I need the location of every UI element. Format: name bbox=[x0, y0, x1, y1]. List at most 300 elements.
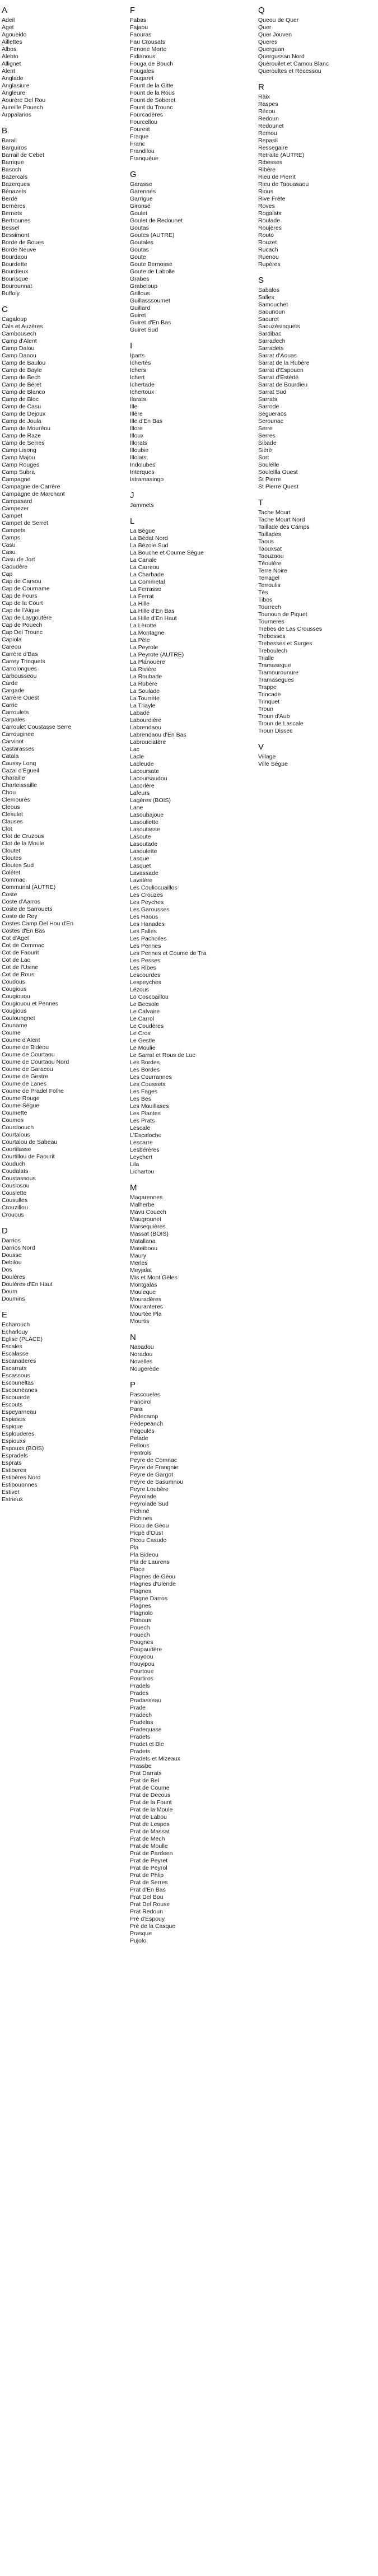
place-name: Taouxsat bbox=[258, 546, 282, 552]
place-name: Lasoute bbox=[130, 833, 151, 840]
place-name: Pichiné bbox=[130, 1508, 150, 1515]
place-name: Estrieux bbox=[2, 1496, 23, 1503]
place-name: Escalasse bbox=[2, 1350, 29, 1357]
place-name: Ribesses bbox=[258, 159, 283, 166]
place-name: Coume de Courtaou bbox=[2, 1051, 55, 1058]
place-name: La Soulade bbox=[130, 688, 160, 695]
place-name: Couname bbox=[2, 1022, 27, 1029]
place-name: Camp Lisong bbox=[2, 447, 36, 454]
place-name-list bbox=[258, 94, 373, 268]
place-name: Istramasingo bbox=[130, 476, 164, 483]
place-name: Pla de Laurens bbox=[130, 1559, 170, 1566]
place-name: Les Hanades bbox=[130, 921, 165, 928]
place-name: Tibos bbox=[258, 597, 273, 603]
place-name: Retraite (AUTRE) bbox=[258, 152, 305, 159]
place-name: Illore bbox=[130, 425, 143, 432]
place-name: Lagères (BOIS) bbox=[130, 797, 171, 804]
place-name: Les Pesses bbox=[130, 957, 161, 964]
place-name: Sarrat d'Aouas bbox=[258, 352, 297, 359]
place-name: Guiret Sud bbox=[130, 327, 158, 333]
place-name-list bbox=[130, 1344, 245, 1373]
place-name: Franc bbox=[130, 141, 145, 147]
place-name: Jammets bbox=[130, 502, 154, 509]
place-name: Lane bbox=[130, 804, 143, 811]
place-name: Agoueido bbox=[2, 31, 27, 38]
place-name: Plagne Darros bbox=[130, 1595, 168, 1602]
place-name: Cargade bbox=[2, 687, 25, 694]
place-name: Ressegaire bbox=[258, 145, 288, 151]
place-name: Queou de Quer bbox=[258, 17, 299, 24]
letter-heading: A bbox=[2, 6, 8, 15]
place-name: Carrouginee bbox=[2, 731, 34, 738]
place-name: Prat de Massat bbox=[130, 1828, 170, 1835]
place-name: Illorats bbox=[130, 440, 147, 446]
place-name: Aget bbox=[2, 24, 14, 31]
place-name: Echarlouy bbox=[2, 1329, 28, 1335]
place-name: Lavalère bbox=[130, 877, 153, 884]
place-name: Peyre de Gargot bbox=[130, 1471, 174, 1478]
place-name: Le Gestle bbox=[130, 1037, 155, 1044]
place-name: Guiret d'En Bas bbox=[130, 319, 171, 326]
letter-heading: J bbox=[130, 491, 134, 500]
place-name: Bazercals bbox=[2, 174, 28, 180]
place-name: Plagnes d'Ulende bbox=[130, 1581, 176, 1587]
place-name: La Carreou bbox=[130, 564, 160, 571]
place-name: Goulet bbox=[130, 210, 147, 217]
place-name: Prasque bbox=[130, 1930, 152, 1937]
place-name: Faouras bbox=[130, 31, 152, 38]
place-name: Pascoueles bbox=[130, 1391, 161, 1398]
place-name: Castarasses bbox=[2, 746, 35, 752]
place-name: Quèrouilet et Camou Blanc bbox=[258, 60, 329, 67]
place-name: Plagnes bbox=[130, 1603, 151, 1609]
place-name: Sarrat d'Espouen bbox=[258, 367, 304, 374]
place-name: Rucach bbox=[258, 246, 278, 253]
place-name: Careou bbox=[2, 644, 21, 650]
place-name: Raix bbox=[258, 94, 270, 100]
place-name: Cambousech bbox=[2, 330, 36, 337]
place-name: Prat de Serres bbox=[130, 1879, 168, 1886]
place-name: Bénazets bbox=[2, 188, 26, 195]
place-name: Ichertade bbox=[130, 381, 155, 388]
index-column-3 bbox=[258, 6, 373, 768]
place-name: Sarrat d'Estèdé bbox=[258, 374, 299, 381]
place-name: Camps bbox=[2, 534, 21, 541]
letter-section bbox=[2, 127, 116, 297]
place-name: La Roubade bbox=[130, 673, 162, 680]
place-name: Lacoursate bbox=[130, 768, 159, 775]
place-name: Lasoubajoue bbox=[130, 812, 164, 818]
place-name: Pradelas bbox=[130, 1719, 153, 1726]
letter-heading: C bbox=[2, 305, 8, 314]
place-name: Cals et Auzères bbox=[2, 323, 43, 330]
place-name: Panoirol bbox=[130, 1399, 152, 1405]
place-name: La Hille bbox=[130, 600, 150, 607]
place-name: Camp Subra bbox=[2, 469, 35, 476]
place-name: Mourtèe Pla bbox=[130, 1311, 162, 1317]
place-name: Routo bbox=[258, 232, 274, 239]
place-name-list bbox=[2, 17, 116, 119]
place-name: Tounoun de Piquet bbox=[258, 611, 307, 618]
place-name: Cap de Pouech bbox=[2, 622, 43, 628]
place-name: Albos bbox=[2, 46, 17, 53]
place-name: Cougiouou et Pennes bbox=[2, 1000, 58, 1007]
place-name: Couslosou bbox=[2, 1182, 30, 1189]
place-name: Para bbox=[130, 1406, 143, 1413]
place-name: Magarennes bbox=[130, 1194, 163, 1201]
place-name-list bbox=[2, 1237, 116, 1303]
place-name: Merles bbox=[130, 1260, 148, 1266]
place-name: Carvinot bbox=[2, 738, 24, 745]
place-name: Grabes bbox=[130, 276, 150, 282]
place-name: Lacorlère bbox=[130, 782, 155, 789]
place-name: Cot de l'Usine bbox=[2, 964, 39, 971]
place-name: Fougales bbox=[130, 68, 155, 74]
place-name: Roujères bbox=[258, 225, 282, 231]
place-name: Indolubes bbox=[130, 462, 156, 468]
place-name: Cap bbox=[2, 571, 13, 577]
place-name: Pradech bbox=[130, 1712, 152, 1718]
place-name: Fourcellou bbox=[130, 119, 158, 125]
place-name: La Pèle bbox=[130, 637, 150, 644]
place-name: Casu bbox=[2, 549, 16, 556]
place-name: Picpè d'Oust bbox=[130, 1530, 164, 1536]
index-column-1 bbox=[2, 6, 116, 1503]
place-name: Rious bbox=[258, 188, 273, 195]
place-name: Taous bbox=[258, 538, 274, 545]
place-name: Courdoouch bbox=[2, 1124, 34, 1131]
letter-section bbox=[258, 83, 373, 268]
place-name: Cougious bbox=[2, 986, 27, 993]
place-name: Leychert bbox=[130, 1154, 153, 1161]
place-name: Charteissaille bbox=[2, 782, 38, 789]
place-name: Lacleude bbox=[130, 761, 154, 767]
place-name: Cap de Laygoutère bbox=[2, 614, 52, 621]
place-name: Carpales bbox=[2, 716, 26, 723]
place-name: Costes d'En Bas bbox=[2, 928, 45, 934]
place-name: Ille d'En Bas bbox=[130, 418, 163, 425]
place-name: La Peyrole bbox=[130, 644, 158, 651]
place-name: Roulade bbox=[258, 217, 281, 224]
place-name: Costes Camp Del Hou d'En bbox=[2, 920, 74, 927]
place-name: Casu de Jort bbox=[2, 556, 35, 563]
place-name: Espradels bbox=[2, 1452, 28, 1459]
place-name: Prat de la Moule bbox=[130, 1806, 173, 1813]
place-name: Terroulis bbox=[258, 582, 281, 589]
place-name: Camp de Serres bbox=[2, 440, 45, 446]
letter-heading: B bbox=[2, 126, 8, 136]
place-name: Serounac bbox=[258, 418, 283, 425]
place-name: Prè de la Casque bbox=[130, 1923, 176, 1930]
place-name: Guiret bbox=[130, 312, 146, 319]
place-name: Cap de la Court bbox=[2, 600, 43, 607]
place-name: Les Fages bbox=[130, 1088, 158, 1095]
letter-section bbox=[2, 6, 116, 119]
place-name: Clemourès bbox=[2, 796, 30, 803]
place-name: Terre Noire bbox=[258, 567, 287, 574]
place-name: Les Bordes bbox=[130, 1066, 160, 1073]
place-name: Prassbe bbox=[130, 1763, 152, 1769]
place-name: Bessimont bbox=[2, 232, 30, 239]
place-name: Clot de la Moule bbox=[2, 840, 44, 847]
place-name: Clesulet bbox=[2, 811, 23, 818]
place-name: Lasoulette bbox=[130, 848, 157, 855]
place-name: Pellous bbox=[130, 1442, 150, 1449]
place-name: Coumette bbox=[2, 1110, 27, 1116]
place-name: Lo Coscoaillou bbox=[130, 994, 169, 1000]
place-name: Troun de Lascale bbox=[258, 720, 304, 727]
place-name: Lichartou bbox=[130, 1168, 155, 1175]
place-name: Mis et Mont Gèles bbox=[130, 1274, 178, 1281]
place-name: Le Moulie bbox=[130, 1045, 156, 1051]
place-name: Carrolongues bbox=[2, 665, 38, 672]
place-name: Campasard bbox=[2, 498, 32, 505]
place-name: Cougiouou bbox=[2, 993, 30, 1000]
place-name: Novelles bbox=[130, 1358, 153, 1365]
place-name: Lavassade bbox=[130, 870, 158, 877]
place-name-list bbox=[258, 287, 373, 491]
place-name: Prat de Lespes bbox=[130, 1821, 170, 1828]
place-name: Prat de Coume bbox=[130, 1785, 170, 1791]
place-name: Bertrounes bbox=[2, 217, 31, 224]
place-name-list bbox=[130, 1391, 245, 1945]
place-name: Arppalarios bbox=[2, 111, 32, 118]
place-name: Tramourounure bbox=[258, 669, 298, 676]
place-name: Fount de la Gitte bbox=[130, 82, 174, 89]
place-name: Pentrols bbox=[130, 1450, 152, 1456]
place-name: Gironsé bbox=[130, 203, 151, 209]
place-name: Saounoun bbox=[258, 309, 285, 315]
place-name: Lasoutade bbox=[130, 841, 158, 847]
place-name: Les Pennes bbox=[130, 943, 161, 949]
place-name: Saouret bbox=[258, 316, 279, 323]
place-name: Franquèue bbox=[130, 155, 158, 162]
place-name: Alent bbox=[2, 68, 15, 74]
place-name: Cap de Carsou bbox=[2, 578, 41, 585]
place-name: Plagnolo bbox=[130, 1610, 153, 1617]
place-name: Meyjalat bbox=[130, 1267, 152, 1274]
place-name: Sort bbox=[258, 454, 269, 461]
place-name: Coudous bbox=[2, 979, 26, 985]
place-name: Catala bbox=[2, 753, 19, 760]
place-name: Cazal d'Egueil bbox=[2, 767, 39, 774]
place-name: Camp Danou bbox=[2, 352, 36, 359]
letter-heading: T bbox=[258, 498, 264, 507]
place-name: Peyrolade bbox=[130, 1493, 157, 1500]
letter-section bbox=[130, 491, 245, 509]
place-name: Goulet de Redounet bbox=[130, 217, 183, 224]
place-name: Basoch bbox=[2, 166, 22, 173]
place-name: Dos bbox=[2, 1266, 12, 1273]
place-name: Mateiboou bbox=[130, 1245, 158, 1252]
place-name: Le Sarrat et Rous de Luc bbox=[130, 1052, 195, 1059]
place-name: Lézous bbox=[130, 986, 149, 993]
place-name: Pradet et Ble bbox=[130, 1741, 164, 1748]
place-name: St Pierre bbox=[258, 476, 281, 483]
place-name: Pourtoue bbox=[130, 1668, 154, 1675]
place-name: Cloutes bbox=[2, 855, 22, 861]
place-name: Sarrode bbox=[258, 403, 279, 410]
place-name: Les Plantes bbox=[130, 1110, 161, 1117]
place-name: Remou bbox=[258, 130, 277, 137]
place-name: Darrios bbox=[2, 1237, 21, 1244]
place-name: Montgalas bbox=[130, 1282, 157, 1288]
place-name: Alebto bbox=[2, 53, 18, 60]
place-name: Anglasiure bbox=[2, 82, 30, 89]
place-name: Les Coussets bbox=[130, 1081, 166, 1088]
place-name-list bbox=[2, 1321, 116, 1503]
place-name: Cap de Courname bbox=[2, 585, 50, 592]
place-name: Coume de Gestre bbox=[2, 1073, 48, 1080]
place-name: Camp de Raze bbox=[2, 432, 41, 439]
place-name: Village bbox=[258, 753, 276, 760]
place-name: Prat de Peyrol bbox=[130, 1865, 167, 1871]
place-name: Troun Dissec bbox=[258, 728, 293, 734]
place-name: Borde Neuve bbox=[2, 246, 36, 253]
place-name: Soulelle bbox=[258, 462, 279, 468]
letter-section bbox=[130, 6, 245, 162]
place-name: Serre bbox=[258, 425, 273, 432]
place-name: Eglise (PLACE) bbox=[2, 1336, 43, 1343]
place-name: Cap de Fours bbox=[2, 593, 38, 599]
place-name: Redoun bbox=[258, 115, 279, 122]
place-name: Samouchet bbox=[258, 301, 288, 308]
place-name: Goutales bbox=[130, 239, 154, 246]
place-name: Queroultes et Rècessou bbox=[258, 68, 321, 74]
place-name: La Charbade bbox=[130, 571, 164, 578]
place-name: Trappe bbox=[258, 684, 277, 691]
place-name: Espiasus bbox=[2, 1416, 26, 1423]
place-name: Labrouciatère bbox=[130, 739, 166, 746]
place-name: Illoubie bbox=[130, 447, 149, 454]
place-name: Campagne de Carrère bbox=[2, 483, 60, 490]
place-name: Ichertès bbox=[130, 360, 151, 366]
place-name-list bbox=[130, 502, 245, 509]
place-name: Mavu Couech bbox=[130, 1209, 166, 1215]
place-name: Labourdière bbox=[130, 717, 162, 724]
place-name: Capiola bbox=[2, 636, 22, 643]
place-name: Lila bbox=[130, 1161, 139, 1168]
place-name: Labadé bbox=[130, 710, 150, 716]
place-name: Campagne bbox=[2, 476, 31, 483]
place-name: Prat Redoun bbox=[130, 1908, 163, 1915]
place-name: Barail bbox=[2, 137, 17, 144]
place-name: Goutes (AUTRE) bbox=[130, 232, 175, 239]
place-name: Fount du Trounc bbox=[130, 104, 173, 111]
letter-heading: E bbox=[2, 1310, 8, 1320]
place-name: Querguan bbox=[258, 46, 284, 53]
place-name: Coume de Lanes bbox=[2, 1080, 46, 1087]
place-name-list bbox=[130, 1194, 245, 1325]
place-name: Planous bbox=[130, 1617, 151, 1624]
place-name: Escassous bbox=[2, 1372, 30, 1379]
place-name: Darrios Nord bbox=[2, 1245, 35, 1251]
place-name: Lafeurs bbox=[130, 790, 150, 796]
place-name: Matallana bbox=[130, 1238, 156, 1245]
place-name: Rive Frète bbox=[258, 195, 286, 202]
place-name: Prat de Peyret bbox=[130, 1857, 168, 1864]
place-name: Espeyarneau bbox=[2, 1409, 36, 1415]
place-name: Fount de la Rous bbox=[130, 90, 175, 96]
place-name: Cagaloup bbox=[2, 316, 27, 323]
place-name: Coste de Rey bbox=[2, 913, 38, 920]
place-name: Cot de Lac bbox=[2, 957, 30, 963]
place-name: Labrendaou d'En Bas bbox=[130, 732, 186, 738]
place-name: Escouarde bbox=[2, 1394, 30, 1401]
place-name: Sièrè bbox=[258, 447, 272, 454]
place-name: Esplouderes bbox=[2, 1431, 35, 1437]
place-name: Camp de Béret bbox=[2, 381, 41, 388]
place-name: Noradou bbox=[130, 1351, 153, 1358]
place-name: Goutas bbox=[130, 225, 149, 231]
place-name: Prat de Moulle bbox=[130, 1843, 168, 1850]
place-name: Pradequase bbox=[130, 1726, 162, 1733]
place-name: Tramasegue bbox=[258, 662, 291, 669]
place-name: Bernères bbox=[2, 203, 26, 209]
place-name: Mourtis bbox=[130, 1318, 150, 1325]
place-name: Ille bbox=[130, 403, 138, 410]
place-name: Illolats bbox=[130, 454, 147, 461]
place-name: Lescarre bbox=[130, 1139, 153, 1146]
place-name: Coume de Bideou bbox=[2, 1044, 49, 1051]
place-name-list bbox=[130, 528, 245, 1176]
place-name: Le Carrol bbox=[130, 1016, 155, 1022]
place-name: Taouzaou bbox=[258, 553, 284, 560]
place-name: Guillard bbox=[130, 305, 151, 311]
place-name: Le Calvaire bbox=[130, 1008, 160, 1015]
place-name: Tès bbox=[258, 589, 268, 596]
place-name: Sabalos bbox=[258, 287, 279, 294]
place-name: La Bouche et Coume Sègue bbox=[130, 549, 204, 556]
place-name: Garennes bbox=[130, 188, 156, 195]
place-name: Prat de Decous bbox=[130, 1792, 171, 1799]
place-name: Carde bbox=[2, 680, 18, 687]
place-name: Fraque bbox=[130, 133, 149, 140]
place-name: Plagnes bbox=[130, 1588, 151, 1595]
place-name: Soulellla Ouest bbox=[258, 469, 298, 476]
place-name: Garrigue bbox=[130, 195, 153, 202]
place-name: Treboulech bbox=[258, 648, 288, 654]
place-name-list bbox=[258, 509, 373, 735]
place-name: Cap Del Trounc bbox=[2, 629, 43, 636]
place-name: Fouga de Bouch bbox=[130, 60, 174, 67]
place-name: Malherbe bbox=[130, 1201, 155, 1208]
place-name: Cot d'Aget bbox=[2, 935, 29, 942]
place-name-list bbox=[2, 137, 116, 297]
place-name: Bazerques bbox=[2, 181, 30, 188]
place-name: Rogalats bbox=[258, 210, 282, 217]
place-name: Ichers bbox=[130, 367, 146, 374]
letter-heading: V bbox=[258, 742, 264, 752]
place-name: Cousulles bbox=[2, 1197, 28, 1204]
place-name: Angleure bbox=[2, 90, 26, 96]
place-name: Trebes de Las Crousses bbox=[258, 626, 322, 632]
place-name: Le Becsole bbox=[130, 1001, 159, 1008]
place-name: La Bègue bbox=[130, 528, 155, 534]
place-name: La Rubère bbox=[130, 681, 158, 687]
place-name: Prades bbox=[130, 1690, 149, 1697]
place-name: Commac bbox=[2, 877, 26, 883]
place-name: Lasouliette bbox=[130, 819, 158, 826]
place-name: Debilou bbox=[2, 1259, 22, 1266]
place-name: Estibouonnes bbox=[2, 1482, 38, 1488]
letter-section bbox=[258, 499, 373, 735]
place-name: Ilarats bbox=[130, 396, 146, 403]
place-name: Pichines bbox=[130, 1515, 152, 1522]
place-name: Escales bbox=[2, 1343, 22, 1350]
letter-heading: R bbox=[258, 82, 264, 92]
place-name: Pradets et Mizeaux bbox=[130, 1755, 180, 1762]
